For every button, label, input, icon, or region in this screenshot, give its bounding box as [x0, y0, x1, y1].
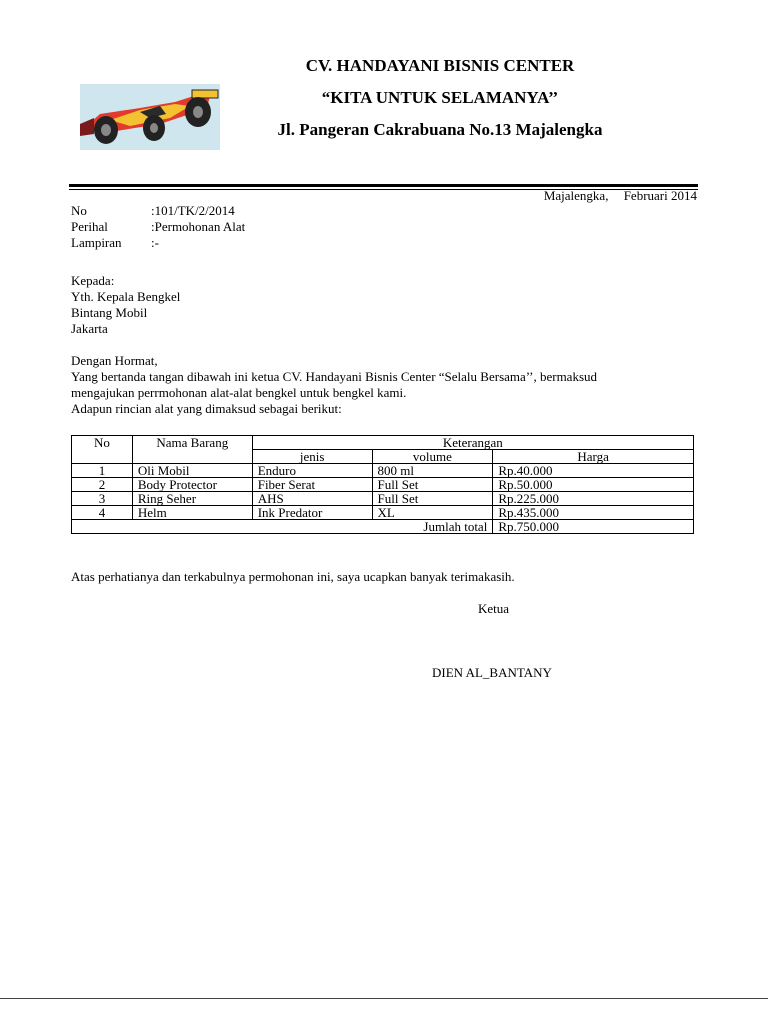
cell-name: Ring Seher: [132, 492, 252, 506]
cell-harga: Rp.40.000: [493, 464, 694, 478]
cell-harga: Rp.50.000: [493, 478, 694, 492]
header-name: Nama Barang: [132, 436, 252, 464]
meta-number: [71, 203, 235, 219]
company-name: CV. HANDAYANI BISNIS CENTER: [305, 56, 575, 75]
meta-attachment: [71, 235, 159, 251]
recipient-line: Kepada:: [71, 273, 115, 288]
greeting: Dengan Hormat,: [71, 353, 158, 368]
closing-sentence: Atas perhatianya dan terkabulnya permohonan ini, saya ucapkan banyak terimakasih.: [71, 569, 515, 584]
recipient-line: Yth. Kepala Bengkel: [71, 289, 181, 304]
signature-name: DIEN AL_BANTANY: [432, 665, 552, 680]
items-table: [71, 435, 694, 534]
meta-label: Perihal: [71, 219, 108, 234]
meta-label: No: [71, 203, 87, 218]
header-jenis: jenis: [252, 450, 372, 464]
cell-harga: Rp.435.000: [493, 506, 694, 520]
meta-value: :Permohonan Alat: [151, 219, 246, 234]
signature-title: Ketua: [478, 601, 510, 616]
table-row: [72, 464, 694, 478]
meta-value: :-: [151, 235, 159, 250]
cell-no: 2: [72, 478, 133, 492]
total-value: Rp.750.000: [493, 520, 694, 534]
header-volume: volume: [372, 450, 493, 464]
date-city: Majalengka,: [543, 188, 609, 203]
meta-subject: [71, 219, 245, 235]
letterhead-rule-thick: [69, 184, 698, 187]
recipient-line: Bintang Mobil: [71, 305, 148, 320]
body-paragraph: Adapun rincian alat yang dimaksud sebagai berikut:: [71, 401, 342, 416]
cell-jenis: AHS: [252, 492, 372, 506]
cell-jenis: Fiber Serat: [252, 478, 372, 492]
cell-harga: Rp.225.000: [493, 492, 694, 506]
cell-volume: Full Set: [372, 478, 493, 492]
company-address: Jl. Pangeran Cakrabuana No.13 Majalengka: [277, 120, 603, 139]
page-bottom-divider: [0, 998, 768, 999]
cell-volume: Full Set: [372, 492, 493, 506]
cell-jenis: Enduro: [252, 464, 372, 478]
cell-no: 1: [72, 464, 133, 478]
meta-label: Lampiran: [71, 235, 122, 250]
company-motto: “KITA UNTUK SELAMANYA’’: [321, 88, 559, 107]
table-row: [72, 506, 694, 520]
cell-name: Helm: [132, 506, 252, 520]
header-keterangan: Keterangan: [252, 436, 693, 450]
table-row: [72, 492, 694, 506]
meta-value: :101/TK/2/2014: [151, 203, 235, 218]
race-car-icon: [80, 84, 220, 150]
total-label: Jumlah total: [72, 520, 493, 534]
cell-volume: XL: [372, 506, 493, 520]
header-harga: Harga: [493, 450, 694, 464]
letter-date: [544, 188, 697, 204]
cell-no: 4: [72, 506, 133, 520]
table-row: [72, 478, 694, 492]
table-header-row: [72, 436, 694, 450]
cell-name: Oli Mobil: [132, 464, 252, 478]
date-month: Februari 2014: [623, 188, 697, 203]
table-total-row: [72, 520, 694, 534]
body-paragraph: mengajukan perrmohonan alat-alat bengkel untuk bengkel kami.: [71, 385, 407, 400]
recipient-line: Jakarta: [71, 321, 108, 336]
body-paragraph: Yang bertanda tangan dibawah ini ketua CV. Handayani Bisnis Center “Selalu Bersama’’, bermaksud: [71, 369, 598, 384]
header-no: No: [72, 436, 133, 464]
cell-jenis: Ink Predator: [252, 506, 372, 520]
cell-no: 3: [72, 492, 133, 506]
cell-name: Body Protector: [132, 478, 252, 492]
cell-volume: 800 ml: [372, 464, 493, 478]
